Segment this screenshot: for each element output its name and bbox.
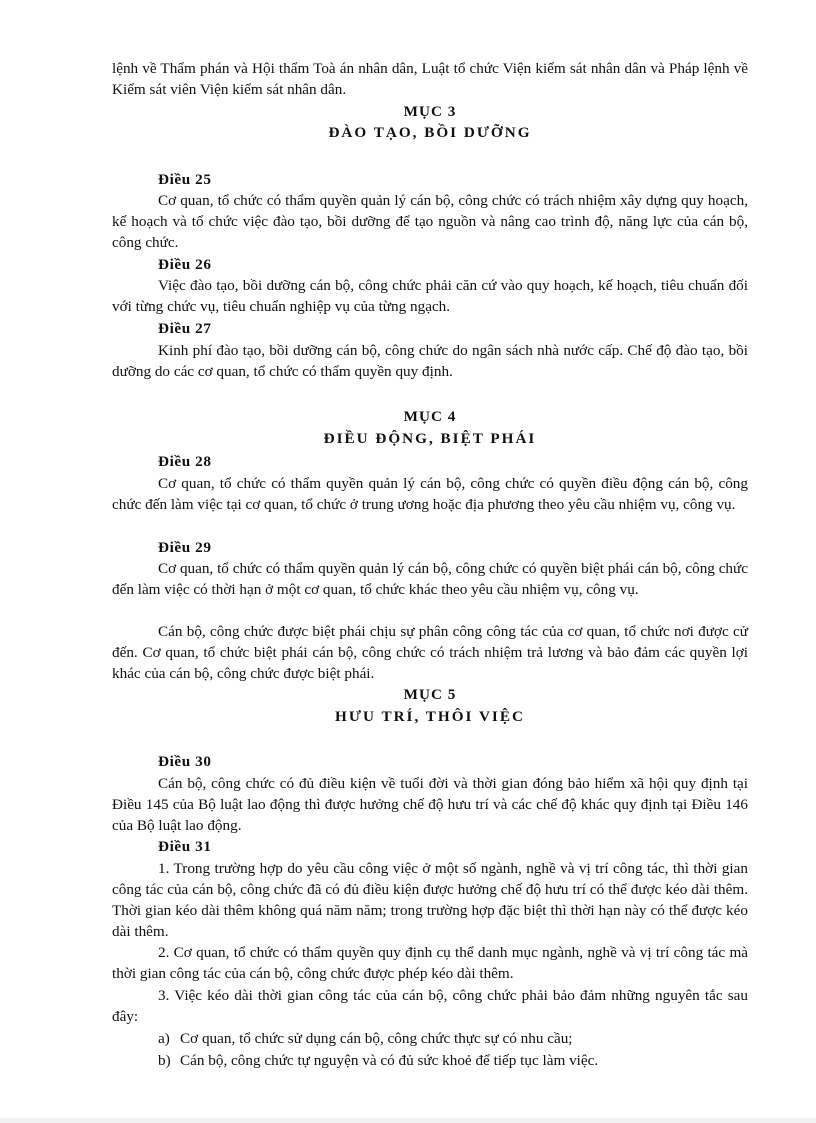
article-text-28: Cơ quan, tổ chức có thẩm quyền quản lý cán bộ, công chức có quyền điều động cán bộ, công chức đến làm việc tại cơ quan, tổ chức ở trung ương hoặc địa phương theo yêu cầu nhiệm vụ, công vụ. bbox=[112, 475, 748, 513]
article-text-30: Cán bộ, công chức có đủ điều kiện về tuổi đời và thời gian đóng bảo hiểm xã hội quy định tại Điều 145 của Bộ luật lao động thì được hưởng chế độ hưu trí và các chế độ khác quy định tại Điều 146 của Bộ luật lao động. bbox=[112, 775, 748, 834]
article-heading-25: Điều 25 bbox=[158, 171, 212, 188]
article-31-clause-2: 2. Cơ quan, tổ chức có thẩm quyền quy định cụ thể danh mục ngành, nghề và vị trí công tác mà thời gian công tác của cán bộ, công chức được phép kéo dài thêm. bbox=[112, 944, 748, 982]
section-title-muc4: ĐIỀU ĐỘNG, BIỆT PHÁI bbox=[323, 430, 537, 447]
article-31-clause-1: 1. Trong trường hợp do yêu cầu công việc ở một số ngành, nghề và vị trí công tác, thì thời gian công tác của cán bộ, công chức đã có đủ điều kiện được hưởng chế độ hưu trí có thể được kéo dài thêm. Thời gian kéo dài thêm không quá năm năm; trong trường hợp đặc biệt thì thời hạn này có thể được kéo dài thêm. bbox=[112, 860, 748, 940]
section-number-muc4: MỤC 4 bbox=[403, 408, 457, 425]
list-item bbox=[158, 1028, 748, 1049]
intro-paragraph: lệnh về Thẩm phán và Hội thẩm Toà án nhân dân, Luật tổ chức Viện kiểm sát nhân dân và Pháp lệnh về Kiểm sát viên Viện kiểm sát nhân dân. bbox=[112, 60, 748, 98]
article-heading-30: Điều 30 bbox=[158, 753, 212, 770]
article-text-26: Việc đào tạo, bồi dưỡng cán bộ, công chức phải căn cứ vào quy hoạch, kế hoạch, tiêu chuẩn đối với từng chức vụ, tiêu chuẩn nghiệp vụ của từng ngạch. bbox=[112, 277, 748, 315]
section-number-muc3: MỤC 3 bbox=[403, 103, 457, 120]
list-item bbox=[158, 1050, 748, 1071]
section-number-muc5: MỤC 5 bbox=[403, 686, 457, 703]
section-title-muc3: ĐÀO TẠO, BỒI DƯỠNG bbox=[328, 124, 532, 141]
article-heading-27: Điều 27 bbox=[158, 320, 212, 337]
page-bottom-edge bbox=[0, 1118, 816, 1123]
article-text-29-para2: Cán bộ, công chức được biệt phái chịu sự phân công công tác của cơ quan, tổ chức nơi được cử đến. Cơ quan, tổ chức biệt phái cán bộ, công chức có trách nhiệm trả lương và bảo đảm các quyền lợi khác của cán bộ, công chức được biệt phái. bbox=[112, 623, 748, 682]
list-item-label: b) bbox=[158, 1052, 171, 1069]
list-item-text: Cán bộ, công chức tự nguyện và có đủ sức khoẻ để tiếp tục làm việc. bbox=[180, 1052, 599, 1069]
article-heading-28: Điều 28 bbox=[158, 453, 212, 470]
article-text-27: Kinh phí đào tạo, bồi dưỡng cán bộ, công chức do ngân sách nhà nước cấp. Chế độ đào tạo, bồi dưỡng do các cơ quan, tổ chức có thẩm quyền quy định. bbox=[112, 342, 748, 380]
article-text-29-para1: Cơ quan, tổ chức có thẩm quyền quản lý cán bộ, công chức có quyền biệt phái cán bộ, công chức đến làm việc có thời hạn ở một cơ quan, tổ chức khác theo yêu cầu nhiệm vụ, công vụ. bbox=[112, 560, 748, 598]
list-item-label: a) bbox=[158, 1030, 170, 1047]
article-text-25: Cơ quan, tổ chức có thẩm quyền quản lý cán bộ, công chức có trách nhiệm xây dựng quy hoạch, kế hoạch và tổ chức việc đào tạo, bồi dưỡng để tạo nguồn và nâng cao trình độ, năng lực của cán bộ, công chức. bbox=[112, 192, 748, 251]
list-item-text: Cơ quan, tổ chức sử dụng cán bộ, công chức thực sự có nhu cầu; bbox=[180, 1030, 573, 1047]
article-heading-29: Điều 29 bbox=[158, 539, 212, 556]
section-title-muc5: HƯU TRÍ, THÔI VIỆC bbox=[335, 708, 525, 725]
article-heading-26: Điều 26 bbox=[158, 256, 212, 273]
article-heading-31: Điều 31 bbox=[158, 838, 212, 855]
article-31-clause-3: 3. Việc kéo dài thời gian công tác của cán bộ, công chức phải bảo đảm những nguyên tắc sau đây: bbox=[112, 987, 748, 1025]
